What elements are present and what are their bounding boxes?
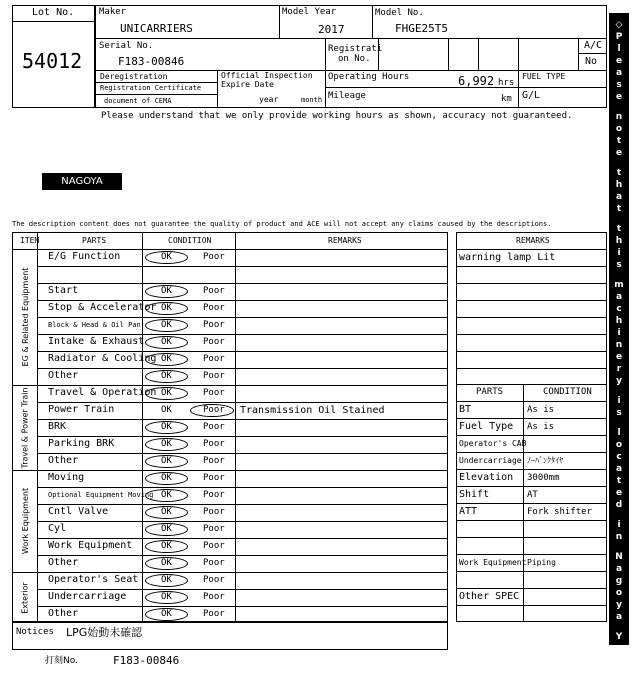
row-divider	[37, 334, 448, 335]
stamp-value: F183-00846	[113, 654, 180, 667]
model-no-value: FHGE25T5	[395, 22, 448, 35]
sidebar-char: o	[615, 440, 623, 450]
ok-selected-oval	[145, 319, 188, 332]
sidebar-char: r	[616, 656, 622, 666]
part-label: Start	[48, 285, 79, 296]
ok-option: OK	[161, 473, 172, 483]
sidebar-char: m	[614, 280, 624, 290]
operating-hours-value: 6,992	[458, 74, 495, 88]
sidebar-char: t	[616, 136, 622, 146]
spec-row-divider	[456, 435, 607, 436]
location-badge: NAGOYA	[42, 173, 122, 190]
spec-row-divider	[456, 554, 607, 555]
part-label: E/G Function	[48, 251, 121, 262]
registration-label: Registrati	[328, 44, 383, 54]
spec-row-divider	[456, 401, 607, 402]
poor-option: Poor	[203, 439, 225, 449]
head-parts: PARTS	[82, 236, 107, 245]
sidebar-char: g	[615, 576, 623, 586]
poor-option: Poor	[203, 507, 225, 517]
row-divider	[37, 266, 448, 267]
sidebar-char	[609, 511, 629, 519]
sidebar-char	[609, 271, 629, 279]
registration-label-2: on No.	[338, 54, 371, 64]
sidebar-char: s	[616, 408, 622, 418]
part-label: Cyl	[48, 523, 67, 534]
hours-note: Please understand that we only provide working hours as shown, accuracy not guaranteed.	[101, 111, 573, 121]
spec-value: 3000mm	[527, 473, 560, 483]
ok-option: OK	[161, 320, 172, 330]
spec-part: Work Equipment	[459, 558, 527, 567]
sidebar-char: ◇	[615, 680, 623, 690]
group-label: Travel & Power Train	[20, 386, 30, 469]
sidebar-char: c	[616, 304, 622, 314]
sidebar-char: e	[615, 92, 623, 102]
sidebar-char: l	[617, 428, 621, 438]
fuel-type-value: G/L	[522, 90, 541, 101]
row-divider	[37, 436, 448, 437]
sidebar-char: s	[616, 260, 622, 270]
spec-part: Other SPEC	[459, 591, 520, 602]
ok-selected-oval	[145, 557, 188, 570]
part-label: Other	[48, 455, 79, 466]
spec-row-divider	[456, 452, 607, 453]
sidebar-char: d	[615, 500, 623, 510]
ok-selected-oval	[145, 421, 188, 434]
spec-value: Fork shifter	[527, 507, 593, 517]
row-divider	[37, 606, 448, 607]
part-label: Operator's Seat	[48, 574, 139, 585]
part-label: Moving	[48, 472, 85, 483]
sidebar-char: h	[615, 180, 623, 190]
part-label: Travel & Operation	[48, 387, 157, 398]
row-divider	[37, 453, 448, 454]
row-divider	[37, 589, 448, 590]
spec-part: BT	[459, 404, 472, 415]
part-label: Radiator & Cooling	[48, 353, 157, 364]
sidebar-char: e	[615, 56, 623, 66]
row-divider	[37, 300, 448, 301]
hrs-unit: hrs	[498, 78, 515, 88]
poor-option: Poor	[203, 388, 225, 398]
head-item: ITEM	[20, 236, 40, 245]
spec-part: ATT	[459, 506, 478, 517]
poor-option: Poor	[203, 558, 225, 568]
poor-option: Poor	[203, 524, 225, 534]
row-divider	[37, 538, 448, 539]
sidebar-char: n	[615, 112, 623, 122]
ok-option: OK	[161, 541, 172, 551]
ok-selected-oval	[145, 455, 188, 468]
ok-option: OK	[161, 609, 172, 619]
spec-head-condition: CONDITION	[543, 387, 592, 397]
poor-option: Poor	[203, 252, 225, 262]
inspection-label-2: Expire Date	[221, 80, 274, 89]
row-divider	[37, 504, 448, 505]
part-label: Power Train	[48, 404, 115, 415]
poor-option: Poor	[203, 405, 225, 415]
ok-selected-oval	[145, 285, 188, 298]
sidebar-char: P	[615, 32, 623, 42]
spec-part: Undercarriage	[459, 456, 522, 465]
sidebar-char: t	[616, 204, 622, 214]
sidebar-text	[609, 13, 629, 691]
maker-value: UNICARRIERS	[120, 22, 193, 35]
poor-selected-oval	[190, 404, 234, 417]
sidebar-char: o	[615, 124, 623, 134]
ok-option: OK	[161, 439, 172, 449]
spec-value: Piping	[527, 558, 556, 567]
group-label: Work Equipment	[20, 487, 30, 555]
row-divider	[37, 521, 448, 522]
sidebar-char: n	[615, 340, 623, 350]
ok-selected-oval	[145, 387, 188, 400]
disclaimer: The description content does not guarantee the quality of product and ACE will not accept any claims caused by the descriptions.	[12, 220, 552, 228]
part-label: Other	[48, 370, 79, 381]
spec-value: As is	[527, 405, 555, 415]
spec-row-divider	[456, 469, 607, 470]
head-condition: CONDITION	[168, 236, 212, 245]
sidebar-char: y	[616, 376, 622, 386]
sidebar-char	[609, 623, 629, 631]
ok-option: OK	[161, 388, 172, 398]
sidebar-char: ◇	[615, 20, 623, 30]
ok-option: OK	[161, 507, 172, 517]
ok-option: OK	[161, 558, 172, 568]
maker-label: Maker	[99, 7, 127, 17]
ok-selected-oval	[145, 574, 188, 587]
poor-option: Poor	[203, 592, 225, 602]
notices-value: LPG始動未確認	[66, 626, 143, 639]
poor-option: Poor	[203, 541, 225, 551]
group-divider	[12, 572, 448, 573]
sidebar-char: e	[615, 488, 623, 498]
sidebar-char: h	[615, 316, 623, 326]
inspection-label: Official Inspection	[221, 71, 313, 80]
spec-row-divider	[456, 571, 607, 572]
right-remarks-divider	[456, 351, 607, 352]
registration-certificate-label: Registration Certificate	[100, 84, 202, 92]
month-label: month	[301, 96, 323, 104]
ok-selected-oval	[145, 353, 188, 366]
sidebar-char: e	[615, 352, 623, 362]
fuel-type-label: FUEL TYPE	[522, 72, 566, 81]
ok-selected-oval	[145, 438, 188, 451]
sidebar-char: a	[615, 192, 623, 202]
poor-option: Poor	[203, 320, 225, 330]
column-divider	[37, 232, 38, 622]
head-remarks: REMARKS	[328, 236, 362, 245]
model-year-value: 2017	[318, 23, 345, 36]
spec-row-divider	[456, 588, 607, 589]
ok-option: OK	[161, 354, 172, 364]
sidebar-char	[609, 419, 629, 427]
right-remarks-divider	[456, 266, 607, 267]
sidebar-char: y	[616, 600, 622, 610]
year-label: year	[259, 95, 279, 104]
sidebar-char: i	[617, 396, 621, 406]
row-divider	[37, 351, 448, 352]
spec-part: Shift	[459, 489, 490, 500]
ac-value: No	[585, 56, 598, 67]
spec-row-divider	[456, 418, 607, 419]
sidebar-char: d	[615, 668, 623, 678]
sidebar-char: o	[615, 588, 623, 598]
ok-option: OK	[161, 252, 172, 262]
sidebar-char: i	[617, 328, 621, 338]
part-label: Stop & Accelerator	[48, 302, 157, 313]
sidebar-char: a	[615, 68, 623, 78]
spec-head-parts: PARTS	[476, 387, 504, 397]
row-divider	[37, 487, 448, 488]
ok-selected-oval	[145, 336, 188, 349]
mileage-label: Mileage	[328, 91, 366, 101]
ok-option: OK	[161, 286, 172, 296]
part-label: Parking BRK	[48, 438, 115, 449]
ok-selected-oval	[145, 370, 188, 383]
part-label: Intake & Exhaust	[48, 336, 145, 347]
sidebar-char	[609, 215, 629, 223]
sidebar-char: s	[616, 80, 622, 90]
sidebar-char: h	[615, 236, 623, 246]
ok-option: OK	[161, 524, 172, 534]
row-divider	[37, 419, 448, 420]
sidebar-char: e	[615, 148, 623, 158]
location-sidebar	[609, 13, 629, 690]
ok-selected-oval	[145, 489, 188, 502]
sidebar-char	[609, 387, 629, 395]
group-divider	[12, 470, 448, 471]
right-remarks-divider	[456, 300, 607, 301]
spec-row-divider	[456, 486, 607, 487]
row-divider	[37, 555, 448, 556]
deregistration-label: Deregistration	[100, 72, 168, 81]
part-label: Other	[48, 608, 79, 619]
row-divider	[37, 402, 448, 403]
ok-option: OK	[161, 490, 172, 500]
ok-selected-oval	[145, 591, 188, 604]
sidebar-char: Y	[615, 632, 623, 642]
part-label: Undercarriage	[48, 591, 127, 602]
ok-option: OK	[161, 592, 172, 602]
ok-option: OK	[161, 371, 172, 381]
sidebar-char: t	[616, 224, 622, 234]
part-label: Cntl Valve	[48, 506, 109, 517]
sidebar-char: r	[616, 364, 622, 374]
notices-label: Notices	[16, 627, 54, 637]
group-label: Exterior	[20, 581, 30, 614]
sidebar-char: i	[617, 248, 621, 258]
right-remarks-head: REMARKS	[516, 236, 550, 245]
spec-row-divider	[456, 503, 607, 504]
ok-selected-oval	[145, 523, 188, 536]
spec-row-divider	[456, 520, 607, 521]
ok-selected-oval	[145, 608, 188, 621]
sidebar-char: i	[617, 520, 621, 530]
poor-option: Poor	[203, 354, 225, 364]
part-label: Block & Head & Oil Pan	[48, 321, 141, 329]
right-remarks-divider	[456, 368, 607, 369]
part-label: Work Equipment	[48, 540, 133, 551]
ok-option: OK	[161, 575, 172, 585]
poor-option: Poor	[203, 490, 225, 500]
stamp-label: 打刻No.	[45, 656, 78, 666]
poor-option: Poor	[203, 609, 225, 619]
cema-label: document of CEMA	[104, 97, 172, 105]
poor-option: Poor	[203, 371, 225, 381]
right-remark-text: warning lamp Lit	[459, 252, 556, 263]
poor-option: Poor	[203, 303, 225, 313]
poor-option: Poor	[203, 575, 225, 585]
right-remarks-divider	[456, 283, 607, 284]
right-remarks-divider	[456, 334, 607, 335]
remark-text: Transmission Oil Stained	[240, 405, 385, 416]
spec-part: Fuel Type	[459, 421, 514, 432]
right-remarks-divider	[456, 249, 607, 250]
sidebar-char: N	[615, 552, 623, 562]
table-head-divider	[12, 249, 448, 250]
sidebar-char	[609, 159, 629, 167]
poor-option: Poor	[203, 337, 225, 347]
sidebar-char: n	[615, 532, 623, 542]
spec-row-divider	[456, 537, 607, 538]
ac-label: A/C	[584, 40, 603, 51]
ok-selected-oval	[145, 506, 188, 519]
part-label: BRK	[48, 421, 67, 432]
model-no-label: Model No.	[375, 8, 424, 18]
poor-option: Poor	[203, 456, 225, 466]
part-label: Other	[48, 557, 79, 568]
sidebar-char	[609, 543, 629, 551]
right-remarks-divider	[456, 317, 607, 318]
poor-option: Poor	[203, 286, 225, 296]
spec-value: AT	[527, 490, 538, 500]
poor-option: Poor	[203, 422, 225, 432]
ok-option: OK	[161, 405, 172, 415]
column-divider	[142, 232, 143, 622]
serial-label: Serial No.	[99, 41, 154, 51]
part-label: Optional Equipment Moving	[48, 491, 154, 499]
spec-value: As is	[527, 422, 555, 432]
spec-part: Operator's CAB	[459, 439, 527, 448]
row-divider	[37, 368, 448, 369]
ok-selected-oval	[145, 540, 188, 553]
lot-number: 54012	[22, 49, 83, 73]
ok-selected-oval	[145, 302, 188, 315]
row-divider	[37, 317, 448, 318]
sidebar-char	[609, 103, 629, 111]
sidebar-char: a	[615, 644, 623, 654]
spec-row-divider	[456, 605, 607, 606]
row-divider	[37, 283, 448, 284]
sidebar-char: t	[616, 476, 622, 486]
ok-option: OK	[161, 303, 172, 313]
sidebar-char: a	[615, 464, 623, 474]
column-divider	[235, 232, 236, 622]
km-unit: km	[501, 94, 512, 104]
poor-option: Poor	[203, 473, 225, 483]
sidebar-char: a	[615, 292, 623, 302]
sidebar-char: l	[617, 44, 621, 54]
sidebar-char: t	[616, 168, 622, 178]
ok-option: OK	[161, 337, 172, 347]
spec-part: Elevation	[459, 472, 514, 483]
ok-selected-oval	[145, 251, 188, 264]
operating-hours-label: Operating Hours	[328, 72, 410, 82]
serial-value: F183-00846	[118, 55, 185, 68]
ok-selected-oval	[145, 472, 188, 485]
ok-option: OK	[161, 456, 172, 466]
sidebar-char: c	[616, 452, 622, 462]
model-year-label: Model Year	[282, 7, 337, 17]
ok-option: OK	[161, 422, 172, 432]
spec-value: ﾉｰﾊﾞﾝｸﾀｲﾔ	[527, 456, 563, 465]
group-label: EG & Related Equipment	[20, 267, 30, 367]
lot-label: Lot No.	[32, 7, 75, 18]
group-divider	[12, 385, 448, 386]
sidebar-char: a	[615, 612, 623, 622]
sidebar-char: a	[615, 564, 623, 574]
